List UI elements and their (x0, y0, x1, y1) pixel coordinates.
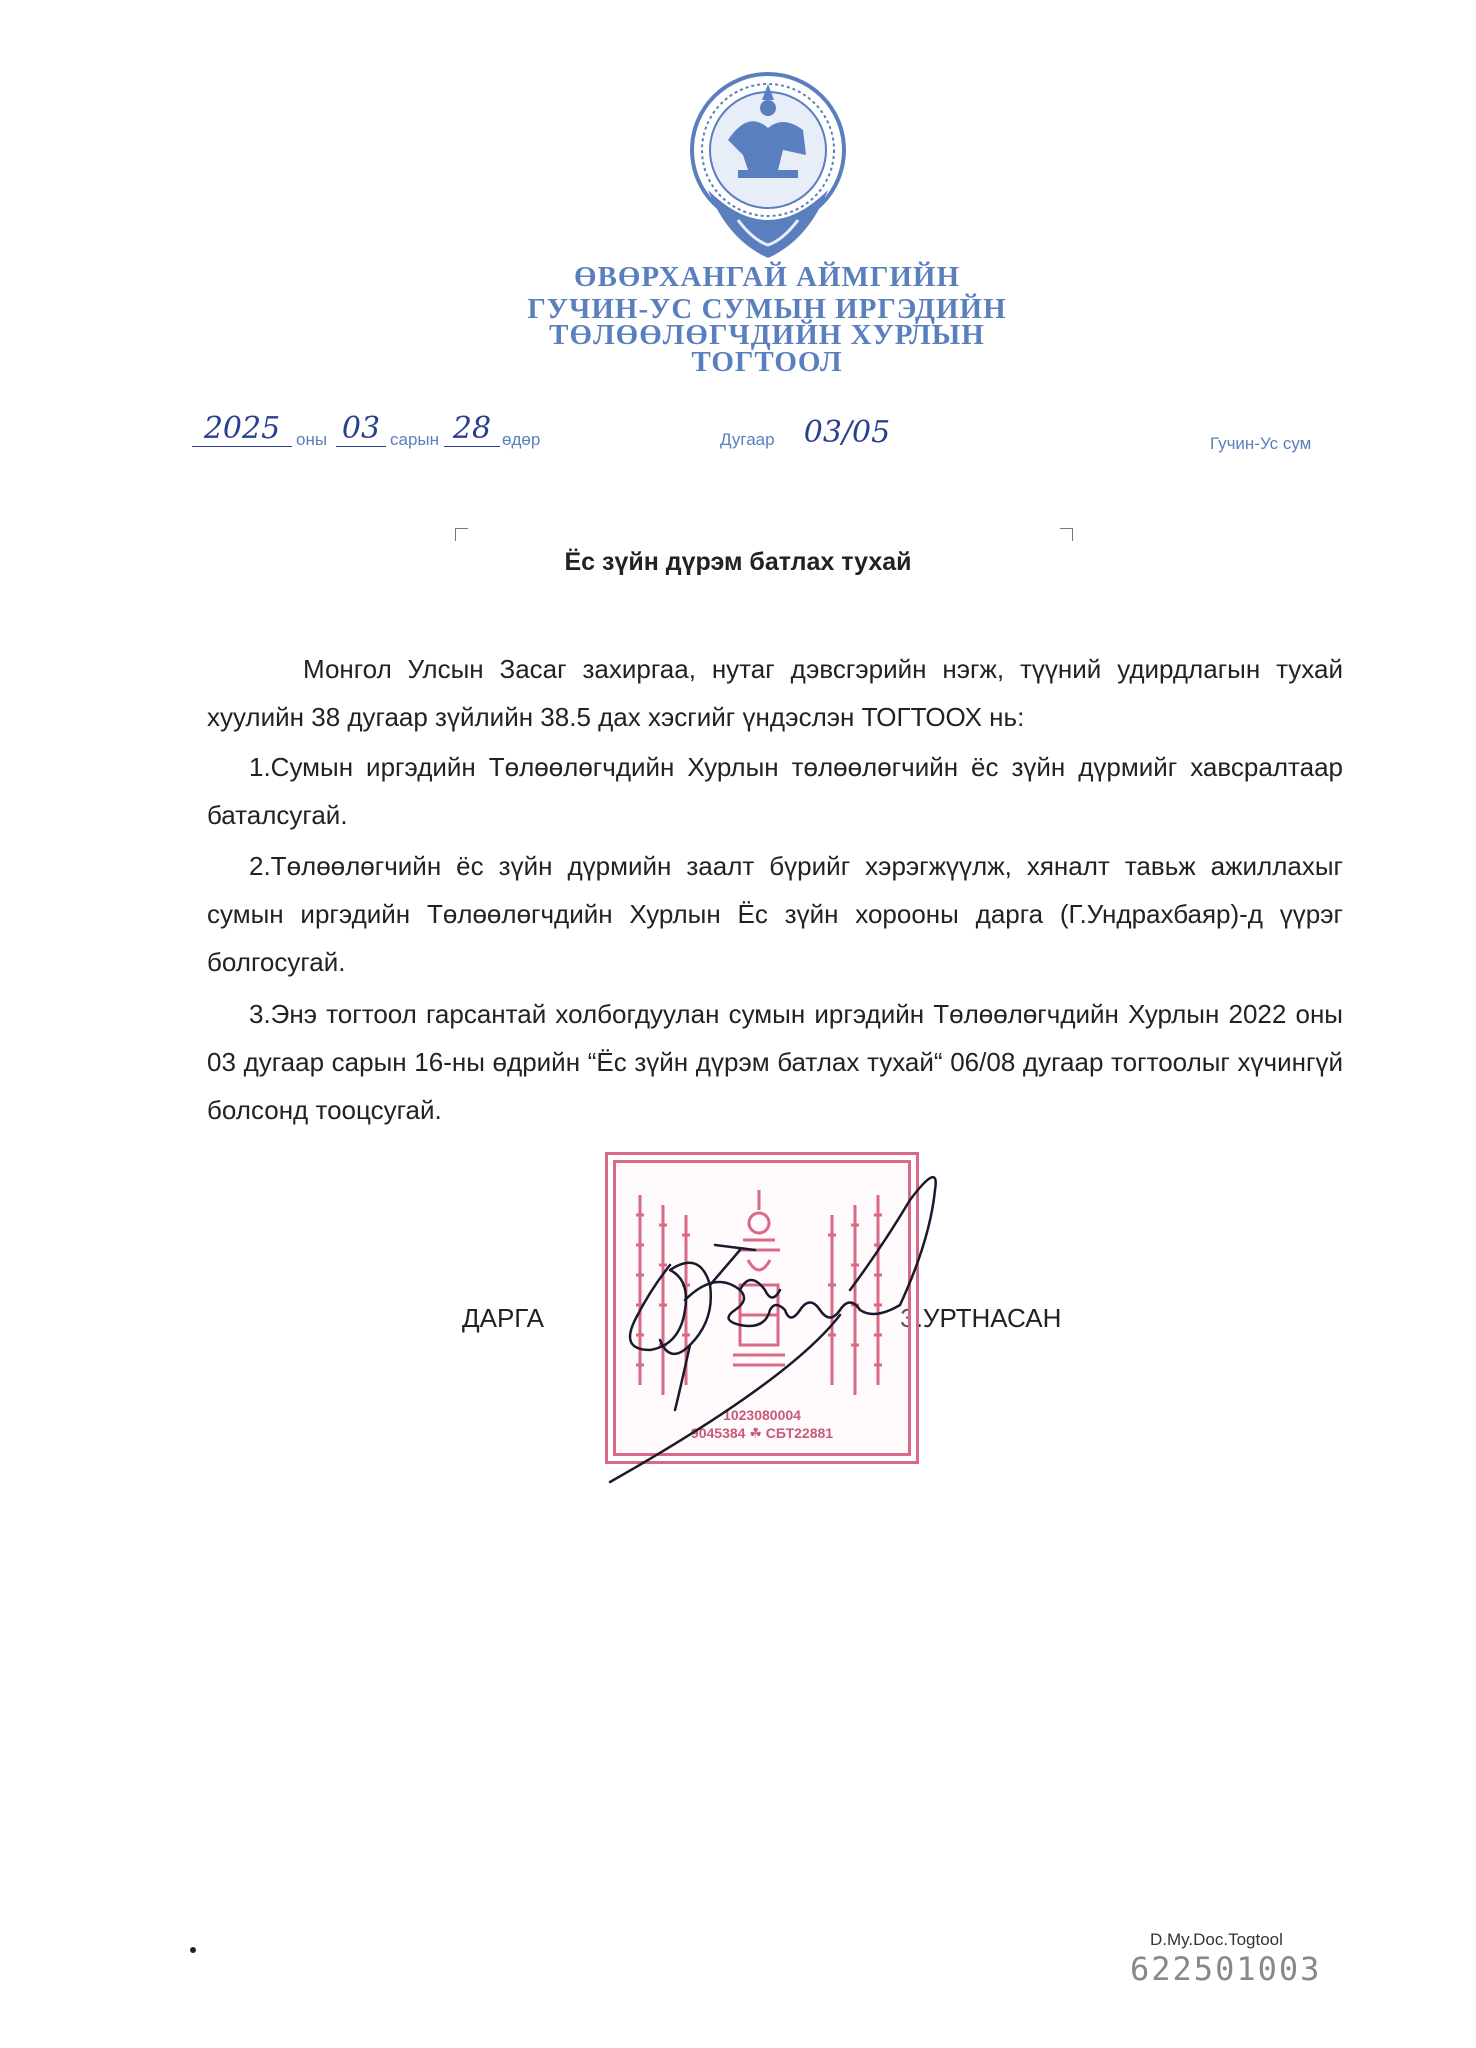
signatory-position: ДАРГА (462, 1303, 544, 1333)
date-month-handwritten: 03 (336, 412, 386, 447)
resolution-item-1: 1.Сумын иргэдийн Төлөөлөгчдийн Хурлын төлөөлөгчийн ёс зүйн дүрмийг хавсралтаар баталсугай. (207, 752, 1343, 830)
document-reference-code: D.My.Doc.Togtool (1150, 1930, 1283, 1949)
state-emblem-icon (688, 70, 848, 262)
date-month-suffix: сарын (390, 430, 440, 449)
document-serial-number: 622501003 (1130, 1950, 1322, 1988)
resolution-item-3: 3.Энэ тогтоол гарсантай холбогдуулан сумын иргэдийн Төлөөлөгчдийн Хурлын 2022 оны 03 дугаар сарын 16-ны өдрийн “Ёс зүйн дүрэм батлах тухай“ 06/08 дугаар тогтоолыг хүчингүй болсонд тооцсугай. (207, 999, 1343, 1125)
signatory-name: З.УРТНАСАН (900, 1303, 1062, 1333)
handwritten-signature (590, 1150, 950, 1490)
margin-dot (190, 1947, 196, 1953)
title-corner-left (455, 528, 468, 541)
date-day-suffix: өдөр (502, 430, 541, 449)
resolution-item-2: 2.Төлөөлөгчийн ёс зүйн дүрмийн заалт бүрийг хэрэгжүүлж, хяналт тавьж ажиллахыг сумын иргэдийн Төлөөлөгчдийн Хурлын Ёс зүйн хорооны дарга (Г.Ундрахбаяр)-д үүрэг болгосугай. (207, 851, 1343, 977)
org-line-2: ГУЧИН-УС СУМЫН ИРГЭДИЙН (527, 293, 1007, 325)
intro-paragraph: Монгол Улсын Засаг захиргаа, нутаг дэвсгэрийн нэгж, түүний удирдлагын тухай хуулийн 38 дугаар зүйлийн 38.5 дах хэсгийг үндэслэн ТОГТООХ нь: (207, 654, 1343, 732)
org-line-3: ТӨЛӨӨЛӨГЧДИЙН ХУРЛЫН (549, 319, 985, 351)
date-year-suffix: оны (296, 430, 328, 449)
document-type: ТОГТООЛ (691, 346, 843, 378)
document-number-handwritten: 03/05 (803, 415, 891, 450)
stamp-number-line-2: 9045384 ☘ СБТ22881 (690, 1425, 834, 1441)
stamp-number-line-1: 1023080004 (723, 1407, 801, 1423)
document-title: Ёс зүйн дүрэм батлах тухай (564, 548, 912, 576)
date-day-handwritten: 28 (444, 412, 500, 447)
date-year-handwritten: 2025 (192, 412, 292, 447)
location: Гучин-Ус сум (1210, 434, 1312, 453)
title-corner-right (1060, 528, 1073, 541)
number-label: Дугаар (720, 430, 775, 449)
org-line-1: ӨВӨРХАНГАЙ АЙМГИЙН (573, 261, 961, 293)
